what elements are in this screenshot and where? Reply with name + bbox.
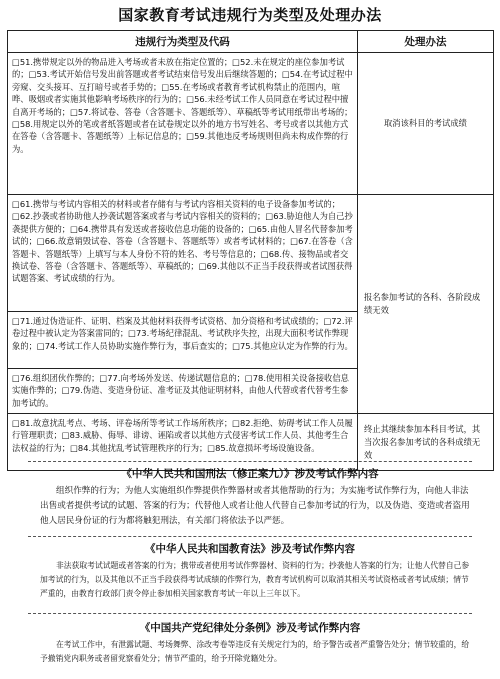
- result-cancel-subject: 取消该科目的考试成绩: [358, 53, 494, 195]
- item-85: □85.故意损坏考场设施设备。: [207, 442, 320, 453]
- section-education-law-body: 非法获取考试试题或者答案的行为；携带或者使用考试作弊器材、资料的行为；抄袭他人答案的行为；让他人代替自己参加考试的行为，以及其他以不正当手段获得考试成绩的作弊行为，教育考试机构可以取消其相关考试资格或者考试成绩；情节严重的，由教育行政部门责令停止参加相关国家教育考试一年以上三年以下。: [40, 561, 470, 598]
- item-81: □81.故意扰乱考点、考场、评卷场所等考试工作场所秩序；: [12, 418, 233, 428]
- item-62: □62.抄袭或者协助他人抄袭试题答案或者与考试内容相关的资料的；: [12, 211, 266, 222]
- item-52: □52.未在规定的座位参加考试的；: [12, 57, 345, 80]
- item-55: □55.在考场或者教育考试机构禁止的范围内，喧哗、吸烟或者实施其他影响考场秩序的行为的；: [12, 81, 341, 105]
- header-handling: 处理办法: [358, 31, 494, 53]
- table-header-row: [8, 31, 494, 53]
- section-criminal-law-body: 组织作弊的行为；为他人实施组织作弊提供作弊器材或者其他帮助的行为；为实施考试作弊行为，向他人非法出售或者提供考试的试题、答案的行为；代替他人或者让他人代替自己参加考试的行为，以及伪造、变造或者盗用他人居民身份证的行为都将触犯刑法，有关部门将依法予以严惩。: [40, 486, 470, 526]
- item-57: □57.将试卷、答卷（含答题卡、答题纸等）、草稿纸等考试用纸带出考场的；: [70, 106, 353, 117]
- item-69: □69.其他以不正当手段获得或者试图获得试题答案、考试成绩的行为。: [12, 261, 353, 284]
- item-73: □73.考场纪律混乱、考试秩序失控，出现大面积考试作弊现象的；: [12, 328, 349, 351]
- result-terminate-exam: 终止其继续参加本科目考试，其当次报名参加考试的各科成绩无效: [358, 414, 494, 471]
- section-party-discipline-body: 在考试工作中，有泄露试题、考场舞弊、涂改考卷等违反有关规定行为的，给予警告或者严重警告处分；情节较重的，给予撤销党内职务或者留党察看处分；情节严重的，给予开除党籍处分。: [40, 640, 470, 663]
- item-77: □77.向考场外发送、传递试题信息的；: [99, 373, 245, 383]
- item-66: □66.故意销毁试卷、答卷（含答题卡、答题纸等）或者考试材料的；: [36, 236, 291, 247]
- result-all-void: 报名参加考试的各科、各阶段成绩无效: [358, 195, 494, 414]
- header-violation-type: 违规行为类型及代码: [8, 31, 358, 53]
- item-84: □84.其他扰乱考试管理秩序的行为；: [70, 442, 208, 453]
- item-51: □51.携带规定以外的物品进入考场或者未放在指定位置的；: [12, 57, 233, 67]
- item-71: □71.通过伪造证件、证明、档案及其他材料获得考试资格、加分资格和考试成绩的；: [12, 316, 324, 326]
- page-title: 国家教育考试违规行为类型及处理办法: [118, 6, 382, 24]
- section-education-law-title: 《中华人民共和国教育法》涉及考试作弊内容: [145, 543, 355, 555]
- item-72: □72.评卷过程中被认定为答案雷同的；: [12, 316, 353, 339]
- item-59: □59.其他违反考场规则但尚未构成作弊的行为。: [12, 131, 349, 154]
- section-criminal-law-title: 《中华人民共和国刑法（修正案九）》涉及考试作弊内容: [121, 468, 379, 480]
- item-83: □83.威胁、侮辱、诽谤、诬陷或者以其他方式侵害考试工作人员、其他考生合法权益的行为；: [12, 430, 349, 453]
- group-70-items: [8, 312, 358, 369]
- item-58: □58.用规定以外的笔或者纸答题或者在试卷规定以外的地方书写姓名、考号或者以其他方式在答卷（含答题卡、答题纸等）上标记信息的；: [12, 119, 349, 142]
- item-67: □67.在答卷（含答题卡、答题纸等）上填写与本人身份不符的姓名、考号等信息的；: [12, 236, 353, 259]
- violation-table: [7, 30, 494, 471]
- group-76-items: [8, 369, 358, 414]
- item-76: □76.组织团伙作弊的；: [12, 373, 100, 383]
- table-row: [8, 53, 494, 195]
- item-65: □65.由他人冒名代替参加考试的；: [12, 223, 353, 247]
- divider: [28, 613, 472, 614]
- item-82: □82.拒绝、妨碍考试工作人员履行管理职责；: [12, 418, 353, 441]
- item-78: □78.使用相关设备接收信息实施作弊的；: [12, 373, 349, 396]
- item-79: □79.伪造、变造身份证、准考证及其他证明材料，由他人代替或者代替考生参加考试的。: [12, 385, 349, 408]
- item-75: □75.其他应认定为作弊的行为。: [232, 340, 353, 351]
- item-56: □56.未经考试工作人员同意在考试过程中擅自离开考场的；: [12, 94, 349, 117]
- group-60-items: [8, 195, 358, 312]
- divider: [28, 461, 472, 462]
- item-74: □74.考试工作人员协助实施作弊行为，事后查实的；: [36, 340, 233, 351]
- group-50-items: [8, 53, 358, 195]
- item-64: □64.携带具有发送或者接收信息功能的设备的；: [70, 223, 249, 234]
- section-party-discipline-title: 《中国共产党纪律处分条例》涉及考试作弊内容: [139, 622, 361, 634]
- item-68: □68.传、接物品或者交换试卷、答卷（含答题卡、答题纸等）、草稿纸的；: [12, 248, 349, 272]
- item-63: □63.胁迫他人为自己抄袭提供方便的；: [12, 211, 353, 234]
- item-54: □54.在考试过程中旁窥、交头接耳、互打暗号或者手势的；: [12, 69, 353, 92]
- item-53: □53.考试开始信号发出前答题或者考试结束信号发出后继续答题的；: [28, 69, 282, 80]
- item-61: □61.携带与考试内容相关的材料或者存储有与考试内容相关资料的电子设备参加考试的；: [12, 199, 341, 209]
- divider: [28, 536, 472, 537]
- table-row: [8, 195, 494, 312]
